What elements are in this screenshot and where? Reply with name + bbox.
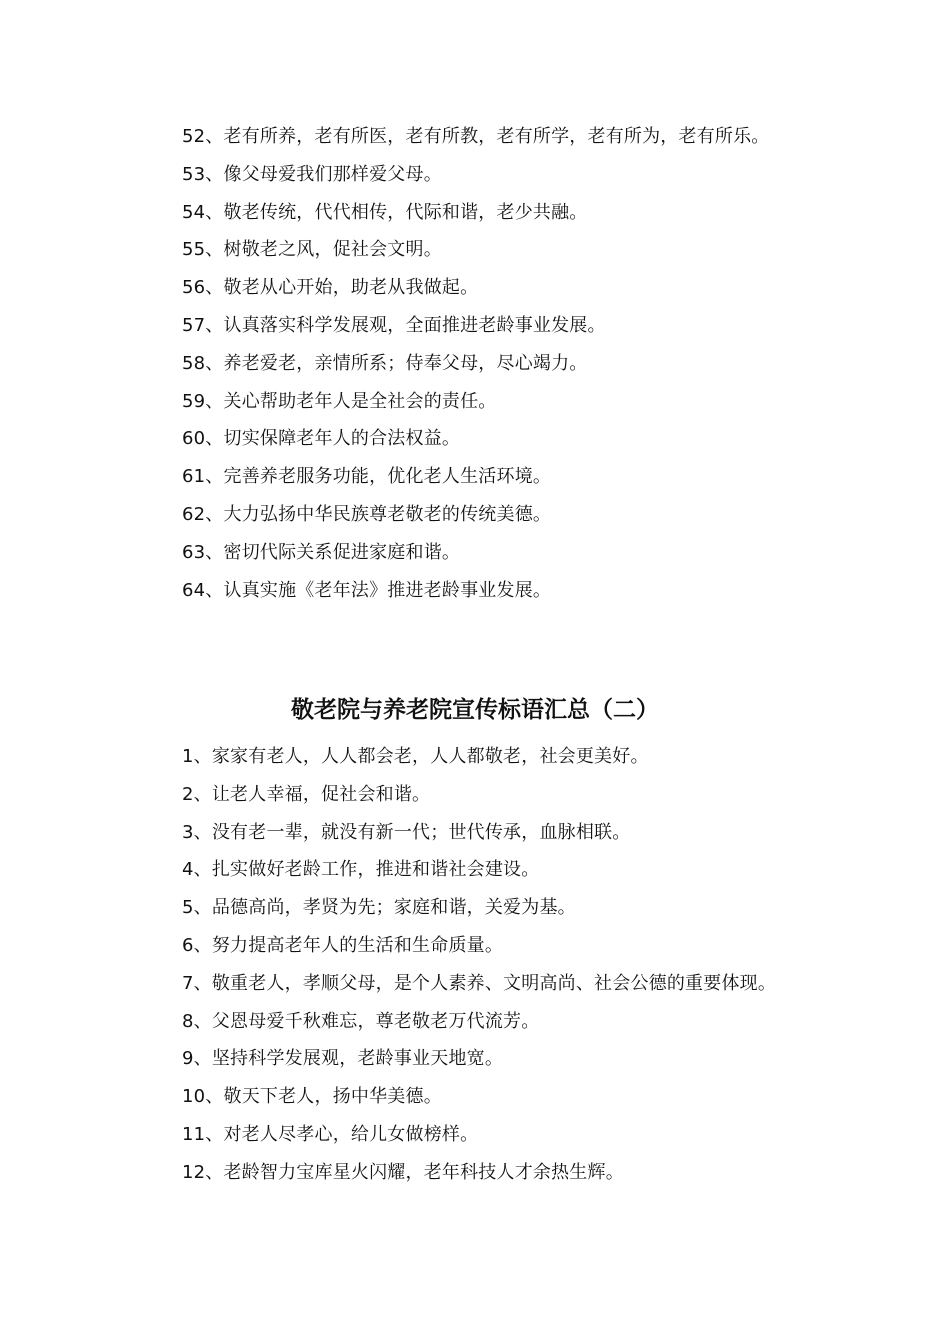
list-item: 8、父恩母爱千秋难忘，尊老敬老万代流芳。	[182, 1010, 540, 1032]
list-item: 53、像父母爱我们那样爱父母。	[182, 163, 442, 185]
slogan-list-part-two	[182, 738, 882, 1192]
list-item: 3、没有老一辈，就没有新一代；世代传承，血脉相联。	[182, 821, 631, 843]
list-item: 10、敬天下老人，扬中华美德。	[182, 1086, 442, 1108]
list-item: 6、努力提高老年人的生活和生命质量。	[182, 934, 504, 956]
list-item: 60、切实保障老年人的合法权益。	[182, 428, 461, 450]
list-item: 56、敬老从心开始，助老从我做起。	[182, 277, 479, 299]
list-item: 63、密切代际关系促进家庭和谐。	[182, 541, 461, 563]
list-item: 52、老有所养，老有所医，老有所教，老有所学，老有所为，老有所乐。	[182, 126, 770, 147]
section-title: 敬老院与养老院宣传标语汇总（二）	[291, 697, 659, 723]
list-item: 12、老龄智力宝库星火闪耀，老年科技人才余热生辉。	[182, 1161, 624, 1183]
list-item: 2、让老人幸福，促社会和谐。	[182, 783, 431, 805]
list-item: 1、家家有老人，人人都会老，人人都敬老，社会更美好。	[182, 746, 649, 767]
list-item: 5、品德高尚，孝贤为先；家庭和谐，关爱为基。	[182, 897, 576, 919]
slogan-list-part-one	[182, 118, 882, 609]
list-item: 9、坚持科学发展观，老龄事业天地宽。	[182, 1048, 504, 1070]
list-item: 7、敬重老人，孝顺父母，是个人素养、文明高尚、社会公德的重要体现。	[182, 972, 777, 994]
list-item: 62、大力弘扬中华民族尊老敬老的传统美德。	[182, 503, 552, 525]
list-item: 58、养老爱老，亲情所系；侍奉父母，尽心竭力。	[182, 352, 588, 374]
list-item: 11、对老人尽孝心，给儿女做榜样。	[182, 1123, 479, 1145]
list-item: 55、树敬老之风，促社会文明。	[182, 239, 442, 261]
list-item: 61、完善养老服务功能，优化老人生活环境。	[182, 466, 552, 488]
list-item: 57、认真落实科学发展观，全面推进老龄事业发展。	[182, 314, 606, 336]
list-item: 64、认真实施《老年法》推进老龄事业发展。	[182, 579, 552, 601]
list-item: 59、关心帮助老年人是全社会的责任。	[182, 390, 497, 412]
list-item: 54、敬老传统，代代相传，代际和谐，老少共融。	[182, 201, 588, 223]
list-item: 4、扎实做好老龄工作，推进和谐社会建设。	[182, 859, 540, 881]
